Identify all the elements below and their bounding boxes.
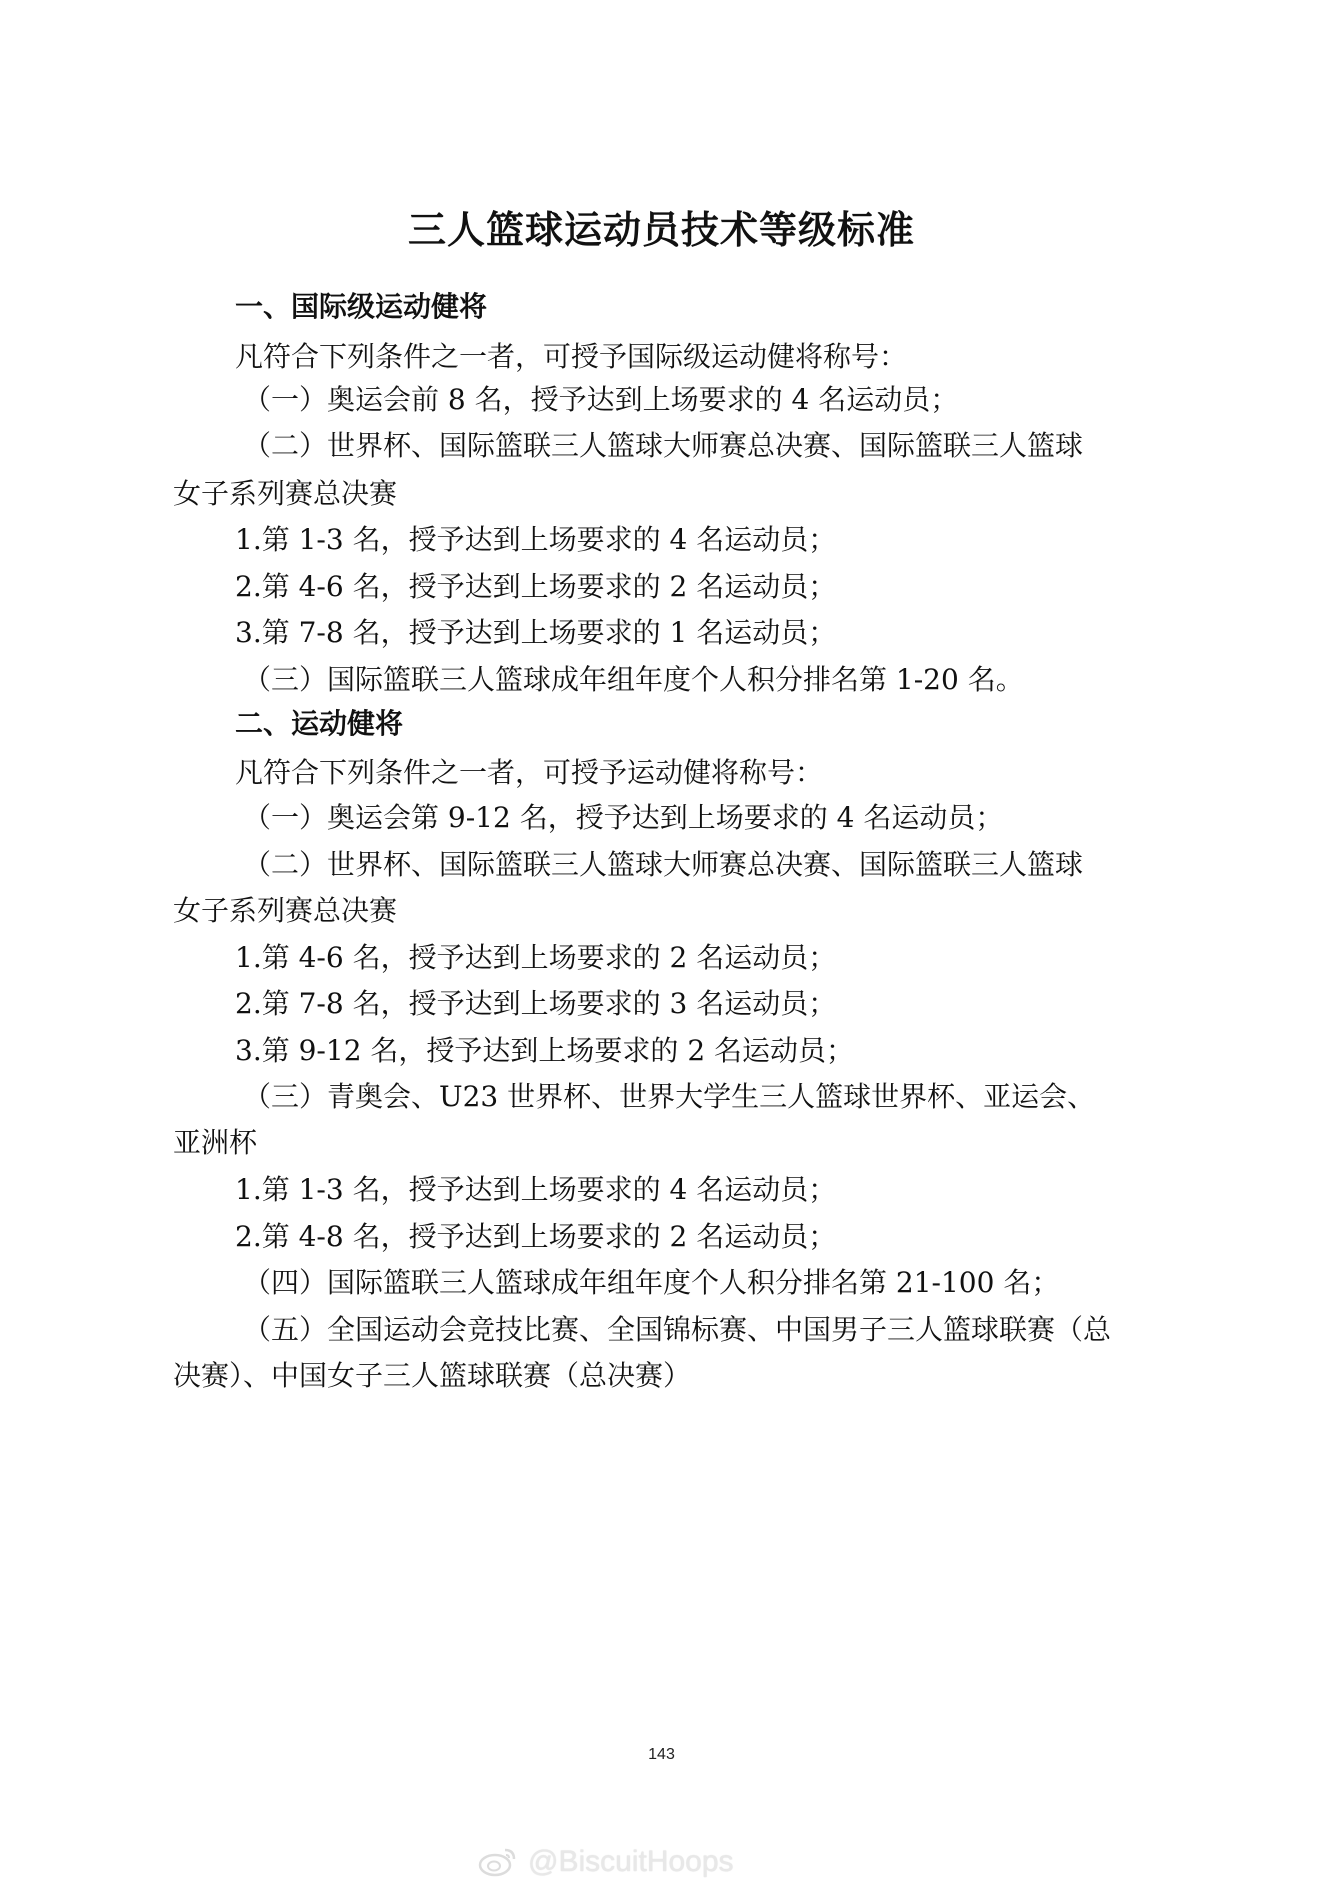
list-item-continuation: 女子系列赛总决赛 xyxy=(173,894,398,927)
list-item-continuation: 决赛）、中国女子三人篮球联赛（总决赛） xyxy=(173,1359,692,1392)
list-item: 2.第 4-6 名，授予达到上场要求的 2 名运动员； xyxy=(235,570,837,603)
list-item: （二）世界杯、国际篮联三人篮球大师赛总决赛、国际篮联三人篮球 xyxy=(243,429,1084,462)
section-heading-master: 二、运动健将 xyxy=(235,707,404,740)
watermark xyxy=(478,1845,734,1879)
list-item: （三）国际篮联三人篮球成年组年度个人积分排名第 1-20 名。 xyxy=(243,663,1024,696)
list-item: （三）青奥会、U23 世界杯、世界大学生三人篮球世界杯、亚运会、 xyxy=(243,1080,1096,1113)
list-item: （一）奥运会第 9-12 名，授予达到上场要求的 4 名运动员； xyxy=(243,801,1004,834)
list-item: （二）世界杯、国际篮联三人篮球大师赛总决赛、国际篮联三人篮球 xyxy=(243,848,1084,881)
document-title: 三人篮球运动员技术等级标准 xyxy=(407,208,915,252)
section-intro: 凡符合下列条件之一者，可授予运动健将称号： xyxy=(235,756,824,789)
section-intro: 凡符合下列条件之一者，可授予国际级运动健将称号： xyxy=(235,340,908,373)
list-item: （五）全国运动会竞技比赛、全国锦标赛、中国男子三人篮球联赛（总 xyxy=(243,1313,1112,1346)
list-item: 1.第 1-3 名，授予达到上场要求的 4 名运动员； xyxy=(235,523,837,556)
watermark-text: @BiscuitHoops xyxy=(528,1845,734,1878)
list-item: 1.第 4-6 名，授予达到上场要求的 2 名运动员； xyxy=(235,941,837,974)
list-item-continuation: 亚洲杯 xyxy=(173,1126,258,1159)
section-heading-international-master: 一、国际级运动健将 xyxy=(235,290,488,323)
list-item-continuation: 女子系列赛总决赛 xyxy=(173,477,398,510)
list-item: 2.第 7-8 名，授予达到上场要求的 3 名运动员； xyxy=(235,987,837,1020)
page-number: 143 xyxy=(648,1746,675,1763)
list-item: 3.第 7-8 名，授予达到上场要求的 1 名运动员； xyxy=(235,616,837,649)
list-item: （一）奥运会前 8 名，授予达到上场要求的 4 名运动员； xyxy=(243,383,959,416)
list-item: 3.第 9-12 名，授予达到上场要求的 2 名运动员； xyxy=(235,1034,855,1067)
list-item: （四）国际篮联三人篮球成年组年度个人积分排名第 21-100 名； xyxy=(243,1266,1060,1299)
list-item: 2.第 4-8 名，授予达到上场要求的 2 名运动员； xyxy=(235,1220,837,1253)
list-item: 1.第 1-3 名，授予达到上场要求的 4 名运动员； xyxy=(235,1173,837,1206)
weibo-icon xyxy=(478,1846,518,1878)
